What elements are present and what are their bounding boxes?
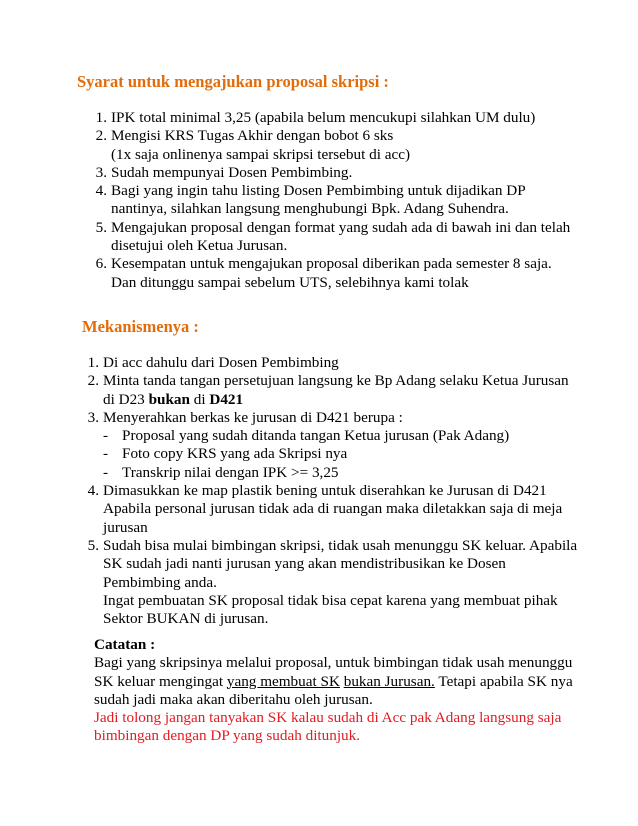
- item-text: Apabila personal jurusan tidak ada di ruangan maka diletakkan saja di meja: [103, 500, 563, 518]
- item-number: 5.: [87, 536, 99, 554]
- note-text: sudah jadi maka akan diberitahu oleh jurusan.: [94, 690, 373, 708]
- item-text: IPK total minimal 3,25 (apabila belum mencukupi silahkan UM dulu): [111, 109, 536, 126]
- requirements-list: [95, 109, 581, 292]
- mechanism-heading: Mekanismenya :: [82, 317, 199, 336]
- note-title: Catatan :: [94, 636, 156, 653]
- item-text: Bagi yang ingin tahu listing Dosen Pembimbing untuk dijadikan DP: [111, 182, 526, 200]
- list-item: [87, 482, 583, 537]
- text-run: di D23: [103, 390, 149, 408]
- list-item: [95, 218, 581, 256]
- item-text: Dan ditunggu sampai sebelum UTS, selebihnya kami tolak: [111, 273, 469, 291]
- item-number: 6.: [95, 255, 107, 273]
- text-run: di: [189, 390, 210, 408]
- item-text: Di acc dahulu dari Dosen Pembimbing: [103, 354, 339, 371]
- list-item: [95, 109, 581, 127]
- list-item: [95, 182, 581, 219]
- list-item: [87, 372, 583, 409]
- item-number: 1.: [87, 354, 99, 371]
- item-number: 4.: [95, 182, 107, 200]
- item-text: Mengajukan proposal dengan format yang sudah ada di bawah ini dan telah: [111, 218, 571, 236]
- dash-bullet: -: [103, 427, 109, 445]
- warning-text: bimbingan dengan DP yang sudah ditunjuk.: [94, 727, 361, 745]
- item-text: (1x saja onlinenya sampai skripsi tersebut di acc): [111, 145, 411, 163]
- text-run: Tetapi apabila SK nya: [434, 672, 573, 690]
- note-block: [94, 636, 594, 746]
- item-text: Sudah bisa mulai bimbingan skripsi, tidak usah menunggu SK keluar. Apabila: [103, 536, 578, 554]
- item-text: Kesempatan untuk mengajukan proposal diberikan pada semester 8 saja.: [111, 255, 552, 273]
- sub-item: [103, 427, 583, 445]
- list-item: [95, 255, 581, 292]
- text-run: SK keluar mengingat: [94, 672, 227, 690]
- item-number: 2.: [95, 127, 107, 145]
- item-number: 3.: [87, 408, 99, 426]
- mechanism-list: [87, 354, 583, 628]
- list-item: [87, 536, 583, 628]
- underlined-text: yang membuat SK: [226, 672, 340, 690]
- item-number: 2.: [87, 372, 99, 390]
- underlined-text: bukan Jurusan.: [343, 672, 435, 690]
- item-text: Dimasukkan ke map plastik bening untuk diserahkan ke Jurusan di D421: [103, 482, 547, 500]
- bold-text: bukan: [148, 390, 190, 408]
- requirements-heading: Syarat untuk mengajukan proposal skripsi :: [77, 72, 389, 91]
- item-text: Minta tanda tangan persetujuan langsung ke Bp Adang selaku Ketua Jurusan: [103, 372, 569, 390]
- item-text: SK sudah jadi nanti jurusan yang akan mendistribusikan ke Dosen: [103, 555, 506, 573]
- item-number: 1.: [95, 109, 107, 126]
- list-item: [95, 163, 581, 182]
- dash-bullet: -: [103, 463, 109, 481]
- item-number: 5.: [95, 218, 107, 236]
- sub-item-text: Proposal yang sudah ditanda tangan Ketua jurusan (Pak Adang): [122, 427, 510, 445]
- bold-text: D421: [209, 390, 244, 408]
- item-text: jurusan: [103, 518, 148, 536]
- sub-item: [103, 445, 583, 463]
- item-number: 3.: [95, 163, 107, 181]
- sub-item-text: Foto copy KRS yang ada Skripsi nya: [122, 445, 348, 463]
- item-text: nantinya, silahkan langsung menghubungi Bpk. Adang Suhendra.: [111, 200, 509, 218]
- item-text: Menyerahkan berkas ke jurusan di D421 berupa :: [103, 408, 403, 426]
- list-item: [87, 354, 583, 372]
- sub-item: [103, 464, 583, 482]
- sub-item-text: Transkrip nilai dengan IPK >= 3,25: [122, 463, 339, 481]
- item-text: Sektor BUKAN di jurusan.: [103, 610, 269, 628]
- item-text: Sudah mempunyai Dosen Pembimbing.: [111, 163, 353, 181]
- note-text: Bagi yang skripsinya melalui proposal, untuk bimbingan tidak usah menunggu: [94, 654, 573, 672]
- item-number: 4.: [87, 482, 99, 500]
- item-text: [103, 391, 583, 409]
- warning-text: Jadi tolong jangan tanyakan SK kalau sudah di Acc pak Adang langsung saja: [94, 709, 562, 727]
- item-text: Ingat pembuatan SK proposal tidak bisa cepat karena yang membuat pihak: [103, 591, 558, 609]
- list-item: [87, 408, 583, 482]
- dash-bullet: -: [103, 445, 109, 463]
- note-text: [94, 673, 594, 691]
- item-text: disetujui oleh Ketua Jurusan.: [111, 237, 288, 255]
- item-text: Pembimbing anda.: [103, 573, 217, 591]
- item-text: Mengisi KRS Tugas Akhir dengan bobot 6 sks: [111, 127, 394, 145]
- list-item: [95, 127, 581, 164]
